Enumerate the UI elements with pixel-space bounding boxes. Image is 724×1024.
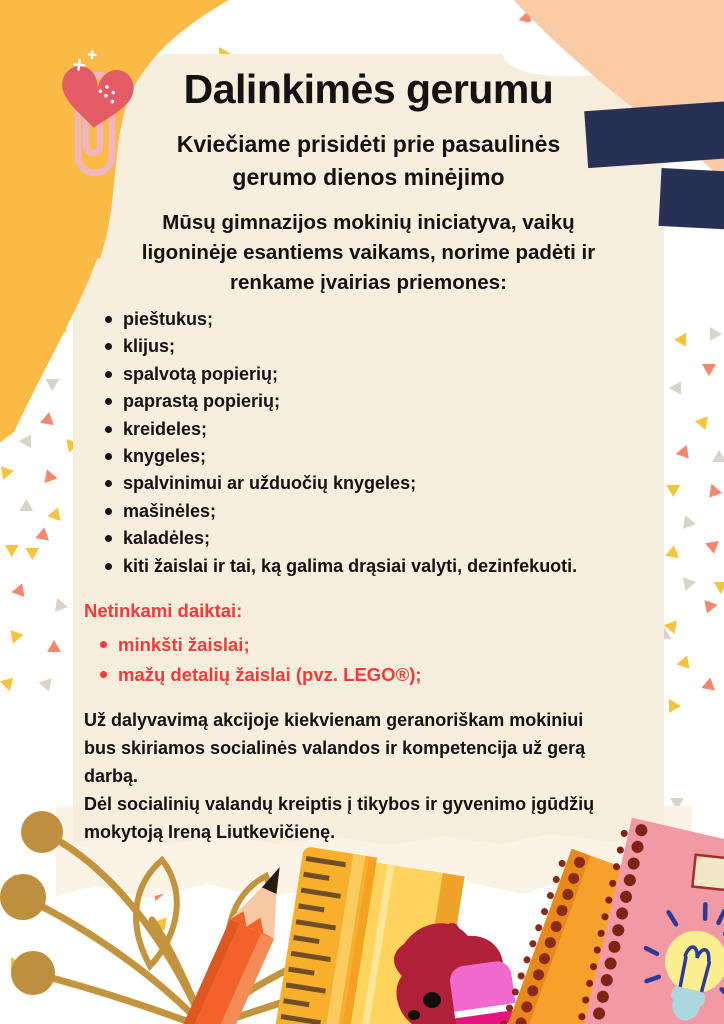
outro-line: bus skiriamos socialinės valandos ir kompetencija už gerą <box>84 738 586 758</box>
unsuitable-heading: Netinkami daiktai: <box>84 600 243 621</box>
outro-line: darbą. <box>84 766 139 786</box>
confetti-triangle <box>6 630 23 646</box>
outro-line: Dėl socialinių valandų kreiptis į tikybos ir gyvenimo įgūdžių <box>84 794 595 814</box>
confetti-triangle <box>11 581 28 597</box>
confetti-triangle <box>47 640 61 652</box>
unsuitable-list <box>98 630 644 690</box>
poster-intro <box>73 208 664 298</box>
list-item: minkšti žaislai; <box>98 630 644 660</box>
confetti-triangle <box>676 445 694 463</box>
list-item: mašinėles; <box>103 498 643 525</box>
navy-tape-bottom <box>659 168 724 230</box>
list-item: spalvinimui ar užduočių knygeles; <box>103 470 643 497</box>
subtitle-line: Kviečiame prisidėti prie pasaulinės <box>176 131 561 157</box>
confetti-triangle <box>683 575 697 591</box>
intro-line: renkame įvairias priemones: <box>230 271 507 294</box>
confetti-triangle <box>683 515 697 531</box>
list-item: pieštukus; <box>103 306 643 333</box>
subtitle-line: gerumo dienos minėjimo <box>232 164 505 190</box>
confetti-triangle <box>25 542 42 560</box>
list-item: mažų detalių žaislai (pvz. LEGO®); <box>98 660 644 690</box>
list-item: knygeles; <box>103 443 643 470</box>
intro-line: ligoninėje esantiems vaikams, norime padėti ir <box>141 241 596 264</box>
heart-icon <box>58 48 137 131</box>
confetti-triangle <box>700 600 717 616</box>
list-item: klijus; <box>103 333 643 360</box>
confetti-triangle <box>695 412 713 430</box>
confetti-triangle <box>0 673 18 691</box>
outro-section <box>84 706 656 846</box>
list-item: kreideles; <box>103 416 643 443</box>
list-item: paprastą popierių; <box>103 388 643 415</box>
list-item: spalvotą popierių; <box>103 361 643 388</box>
confetti-triangle <box>710 327 722 341</box>
confetti-triangle <box>710 576 724 594</box>
confetti-triangle <box>712 450 724 462</box>
supplies-list <box>103 306 643 580</box>
list-item: kiti žaislai ir tai, ką galima drąsiai valyti, dezinfekuoti. <box>103 553 643 580</box>
confetti-triangle <box>55 598 69 614</box>
confetti-triangle <box>665 544 681 558</box>
outro-paragraph-1 <box>84 706 656 790</box>
confetti-triangle <box>666 479 683 497</box>
confetti-triangle <box>704 484 722 502</box>
intro-line: Mūsų gimnazijos mokinių iniciatyva, vaikų <box>162 211 575 234</box>
list-item: kaladėles; <box>103 525 643 552</box>
confetti-triangle <box>38 678 55 694</box>
confetti-triangle <box>47 505 64 521</box>
heart-paperclip-icon <box>42 26 152 196</box>
poster-title: Dalinkimės gerumu <box>183 66 554 112</box>
outro-line: Už dalyvavimą akcijoje kiekvienam geranoriškam mokiniui <box>84 710 584 730</box>
poster-subtitle <box>73 128 664 194</box>
outro-line: mokytoją Ireną Liutkevičienę. <box>84 822 336 842</box>
confetti-triangle <box>669 381 681 395</box>
confetti-triangle <box>674 329 692 346</box>
confetti-triangle <box>1 539 18 557</box>
outro-paragraph-2 <box>84 790 656 846</box>
unsuitable-section <box>84 598 644 690</box>
confetti-triangle <box>705 541 721 555</box>
poster-text <box>73 54 664 854</box>
confetti-triangle <box>669 699 681 713</box>
confetti-triangle <box>702 364 716 376</box>
confetti-triangle <box>676 653 693 669</box>
confetti-triangle <box>699 677 715 694</box>
branch-berries <box>0 811 63 995</box>
confetti-triangle <box>19 499 36 517</box>
